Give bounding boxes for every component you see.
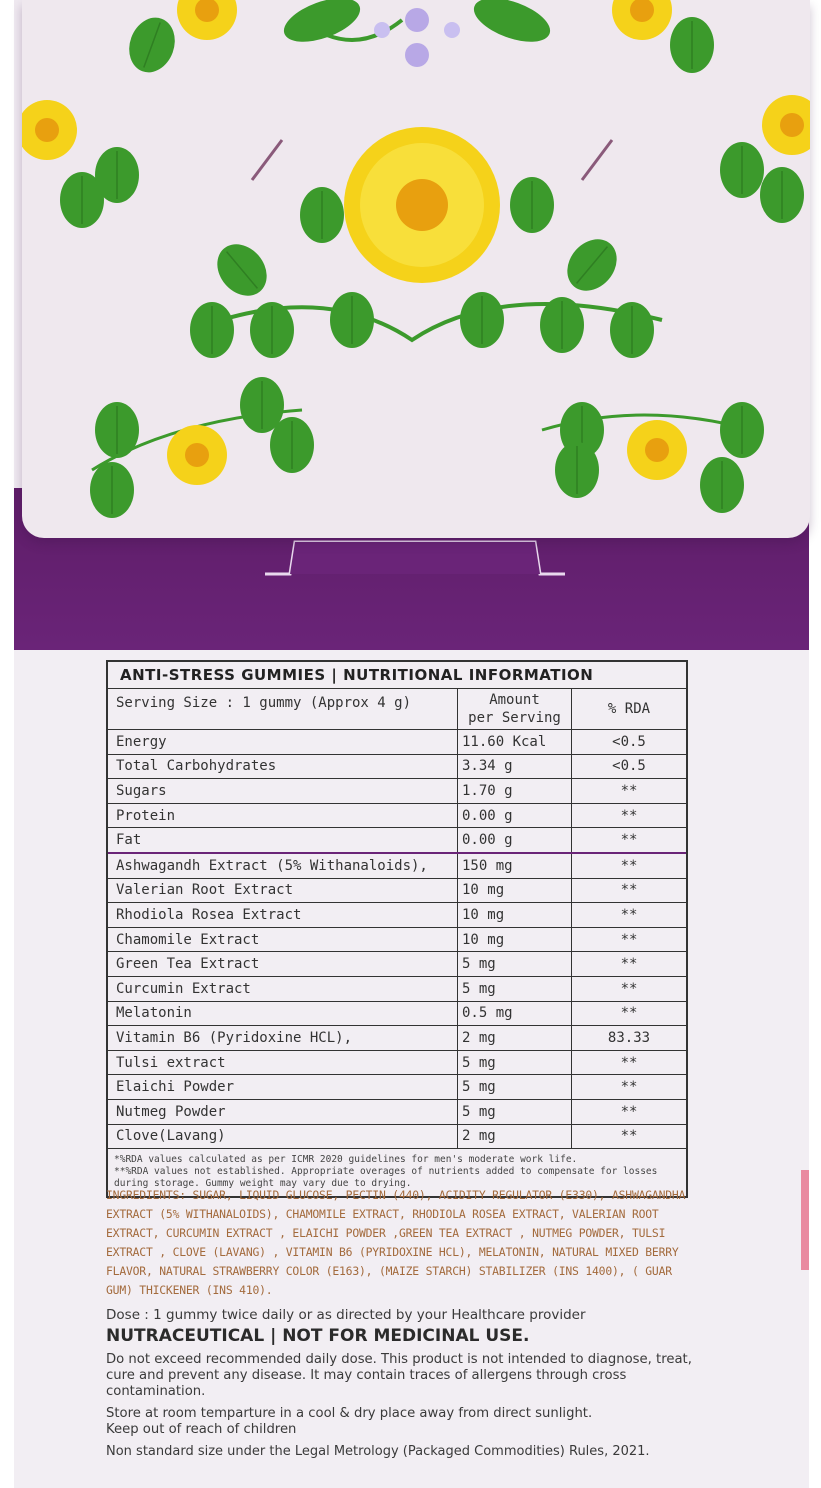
nutrient-amount: 5 mg bbox=[458, 1051, 572, 1075]
nutrient-name: Clove(Lavang) bbox=[108, 1125, 458, 1149]
table-row bbox=[108, 977, 686, 1002]
nutrient-name: Green Tea Extract bbox=[108, 952, 458, 976]
nutrient-name: Curcumin Extract bbox=[108, 977, 458, 1001]
nutrient-amount: 0.00 g bbox=[458, 828, 572, 852]
nutrient-amount: 5 mg bbox=[458, 977, 572, 1001]
floral-illustration bbox=[22, 0, 810, 538]
table-row bbox=[108, 1051, 686, 1076]
amount-header bbox=[458, 689, 572, 729]
nutrient-name: Protein bbox=[108, 804, 458, 828]
table-row bbox=[108, 1002, 686, 1027]
nutrient-rda: ** bbox=[620, 1005, 638, 1022]
nutrient-rda: ** bbox=[620, 980, 638, 997]
nutrient-rda: ** bbox=[620, 782, 638, 799]
amount-header-line1: Amount bbox=[489, 692, 540, 708]
table-row bbox=[108, 1100, 686, 1125]
nutrient-rda: ** bbox=[620, 956, 638, 973]
table-header-row bbox=[108, 689, 686, 730]
serving-size: Serving Size : 1 gummy (Approx 4 g) bbox=[108, 689, 458, 729]
nutrient-amount: 10 mg bbox=[458, 928, 572, 952]
nutrient-amount: 10 mg bbox=[458, 879, 572, 903]
nutrient-amount: 0.5 mg bbox=[458, 1002, 572, 1026]
table-row bbox=[108, 828, 686, 854]
nutrient-name: Nutmeg Powder bbox=[108, 1100, 458, 1124]
table-body bbox=[108, 730, 686, 1149]
nutrient-rda: ** bbox=[620, 1103, 638, 1120]
nutrient-rda: ** bbox=[620, 1054, 638, 1071]
table-title: ANTI-STRESS GUMMIES | NUTRITIONAL INFORMATION bbox=[108, 662, 686, 689]
table-row bbox=[108, 928, 686, 953]
nutrient-amount: 1.70 g bbox=[458, 779, 572, 803]
package-edge bbox=[801, 1170, 809, 1270]
nutrient-name: Vitamin B6 (Pyridoxine HCL), bbox=[108, 1026, 458, 1050]
dose-text: Dose : 1 gummy twice daily or as directed by your Healthcare provider bbox=[106, 1307, 586, 1323]
nutrient-amount: 150 mg bbox=[458, 854, 572, 878]
nutrient-amount: 11.60 Kcal bbox=[458, 730, 572, 754]
table-row bbox=[108, 854, 686, 879]
nutrient-amount: 5 mg bbox=[458, 952, 572, 976]
nutrient-rda: ** bbox=[620, 832, 638, 849]
nutrient-name: Ashwagandh Extract (5% Withanaloids), bbox=[108, 854, 458, 878]
nutrient-name: Rhodiola Rosea Extract bbox=[108, 903, 458, 927]
nutrient-amount: 5 mg bbox=[458, 1075, 572, 1099]
nutrient-name: Valerian Root Extract bbox=[108, 879, 458, 903]
table-row bbox=[108, 952, 686, 977]
nutrient-name: Energy bbox=[108, 730, 458, 754]
nutrient-name: Elaichi Powder bbox=[108, 1075, 458, 1099]
nutrient-name: Total Carbohydrates bbox=[108, 755, 458, 779]
rda-header: % RDA bbox=[607, 701, 651, 717]
note-rda-calc: *%RDA values calculated as per ICMR 2020 guidelines for men's moderate work life. bbox=[114, 1154, 578, 1166]
storage-line-1: Store at room temparture in a cool & dry place away from direct sunlight. bbox=[106, 1406, 593, 1421]
nutrient-amount: 10 mg bbox=[458, 903, 572, 927]
table-row bbox=[108, 1075, 686, 1100]
nutrient-rda: ** bbox=[620, 1079, 638, 1096]
nutrient-name: Fat bbox=[108, 828, 458, 852]
storage-line-2: Keep out of reach of children bbox=[106, 1422, 297, 1437]
warning-text: Do not exceed recommended daily dose. This product is not intended to diagnose, treat, cure and prevent any disease. It may contain traces of allergens through cross contamination. bbox=[106, 1352, 692, 1399]
amount-header-line2: per Serving bbox=[468, 710, 561, 726]
table-row bbox=[108, 779, 686, 804]
nutrient-rda: <0.5 bbox=[612, 733, 646, 750]
nutrient-rda: 83.33 bbox=[607, 1029, 651, 1046]
table-row bbox=[108, 1125, 686, 1150]
nutrient-amount: 5 mg bbox=[458, 1100, 572, 1124]
nutrient-amount: 2 mg bbox=[458, 1125, 572, 1149]
legal-text: Non standard size under the Legal Metrology (Packaged Commodities) Rules, 2021. bbox=[106, 1444, 650, 1459]
ingredients-list: INGREDIENTS: SUGAR, LIQUID GLUCOSE, PECTIN (440), ACIDITY REGULATOR (E330), ASHWAGANDHA EXTRACT (5% WITHANALOIDS), CHAMOMILE EXTRACT, RHODIOLA ROSEA EXTRACT, VALERIAN ROOT EXTRACT, CURCUMIN EXTRACT , ELAICHI POWDER ,GREEN TEA EXTRACT , NUTMEG POWDER, TULSI EXTRACT , CLOVE (LAVANG) , VITAMIN B6 (PYRIDOXINE HCL), MELATONIN, NATURAL MIXED BERRY FLAVOR, NATURAL STRAWBERRY COLOR (E163), (MAIZE STARCH) STABILIZER (INS 1400), ( GUAR GUM) THICKENER (INS 410). bbox=[106, 1188, 686, 1297]
nutrient-name: Sugars bbox=[108, 779, 458, 803]
nutrient-rda: ** bbox=[620, 807, 638, 824]
table-row bbox=[108, 879, 686, 904]
warning-title: NUTRACEUTICAL | NOT FOR MEDICINAL USE. bbox=[106, 1326, 530, 1346]
nutrient-name: Tulsi extract bbox=[108, 1051, 458, 1075]
nutrient-rda: ** bbox=[620, 882, 638, 899]
nutrient-rda: ** bbox=[620, 857, 638, 874]
nutrient-rda: <0.5 bbox=[612, 758, 646, 775]
table-row bbox=[108, 804, 686, 829]
table-row bbox=[108, 903, 686, 928]
nutrient-amount: 2 mg bbox=[458, 1026, 572, 1050]
note-rda-not-established: **%RDA values not established. Appropriate overages of nutrients added to compensate for losses during storage. Gummy weight may vary due to drying. bbox=[114, 1166, 658, 1190]
floral-flap bbox=[22, 0, 810, 538]
nutrient-rda: ** bbox=[620, 906, 638, 923]
tuck-tab-slot bbox=[265, 536, 565, 576]
table-row bbox=[108, 1026, 686, 1051]
nutrient-rda: ** bbox=[620, 1128, 638, 1145]
nutrient-rda: ** bbox=[620, 931, 638, 948]
nutrition-table bbox=[106, 660, 688, 1198]
table-row bbox=[108, 755, 686, 780]
nutrient-name: Melatonin bbox=[108, 1002, 458, 1026]
nutrient-amount: 3.34 g bbox=[458, 755, 572, 779]
storage-text bbox=[106, 1406, 716, 1438]
table-row bbox=[108, 730, 686, 755]
nutrient-name: Chamomile Extract bbox=[108, 928, 458, 952]
nutrient-amount: 0.00 g bbox=[458, 804, 572, 828]
